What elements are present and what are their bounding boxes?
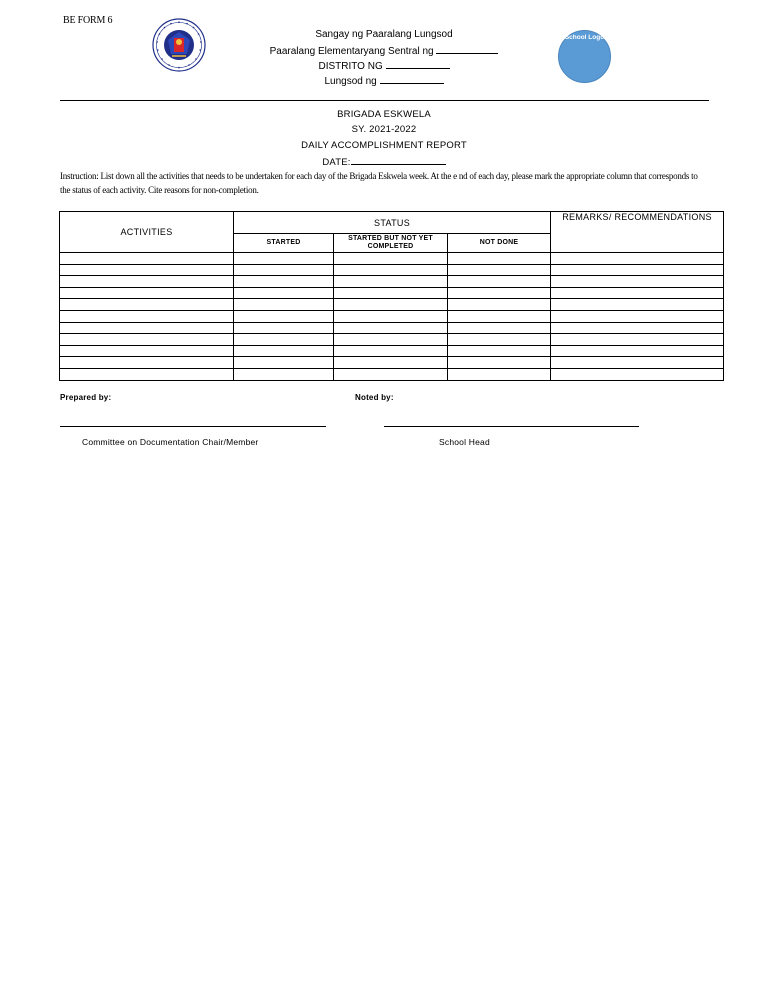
header-school: Paaralang Elementaryang Sentral ng	[269, 46, 434, 57]
started-cell[interactable]	[234, 276, 334, 288]
prepared-by-label: Prepared by:	[60, 393, 112, 402]
table-row	[60, 299, 724, 311]
table-row	[60, 334, 724, 346]
activity-cell[interactable]	[60, 264, 234, 276]
started-not-completed-cell[interactable]	[334, 276, 448, 288]
district-blank[interactable]	[386, 59, 450, 69]
prepared-by-signature-line[interactable]	[60, 426, 326, 427]
started-not-completed-cell[interactable]	[334, 345, 448, 357]
not-done-cell[interactable]	[448, 357, 551, 369]
header-divider	[60, 100, 709, 101]
activity-cell[interactable]	[60, 276, 234, 288]
remarks-cell[interactable]	[551, 357, 724, 369]
noted-by-label: Noted by:	[355, 393, 394, 402]
header-line-1	[0, 29, 768, 40]
started-cell[interactable]	[234, 368, 334, 380]
activity-cell[interactable]	[60, 368, 234, 380]
activities-header: ACTIVITIES	[60, 212, 234, 253]
not-done-cell[interactable]	[448, 299, 551, 311]
activity-cell[interactable]	[60, 357, 234, 369]
noted-by-caption: School Head	[439, 437, 490, 447]
date-blank[interactable]	[351, 155, 446, 165]
activity-cell[interactable]	[60, 299, 234, 311]
remarks-cell[interactable]	[551, 264, 724, 276]
remarks-cell[interactable]	[551, 310, 724, 322]
started-not-completed-cell[interactable]	[334, 253, 448, 265]
started-cell[interactable]	[234, 334, 334, 346]
not-done-cell[interactable]	[448, 334, 551, 346]
table-row	[60, 345, 724, 357]
activity-cell[interactable]	[60, 253, 234, 265]
started-cell[interactable]	[234, 299, 334, 311]
activity-cell[interactable]	[60, 310, 234, 322]
table-row	[60, 322, 724, 334]
school-name-blank[interactable]	[436, 44, 498, 54]
started-cell[interactable]	[234, 357, 334, 369]
table-row	[60, 253, 724, 265]
header-district: DISTRITO NG	[318, 61, 383, 72]
table-body	[60, 253, 724, 381]
remarks-cell[interactable]	[551, 299, 724, 311]
prepared-by-caption: Committee on Documentation Chair/Member	[82, 437, 259, 447]
activity-cell[interactable]	[60, 322, 234, 334]
date-label: DATE:	[322, 157, 351, 168]
started-not-completed-cell[interactable]	[334, 264, 448, 276]
not-done-cell[interactable]	[448, 310, 551, 322]
school-logo-placeholder	[558, 30, 611, 83]
started-not-completed-cell[interactable]	[334, 357, 448, 369]
started-not-completed-cell[interactable]	[334, 287, 448, 299]
instruction-text: Instruction: List down all the activities that needs to be undertaken for each day of the Brigada Eskwela week. At the e nd of each day, please mark the appropriate column that corresponds to the status of each activity. Cite reasons for non-completion.	[60, 171, 698, 195]
started-not-completed-cell[interactable]	[334, 299, 448, 311]
header-line-4	[0, 74, 768, 87]
table-row	[60, 276, 724, 288]
activity-cell[interactable]	[60, 345, 234, 357]
not-done-cell[interactable]	[448, 276, 551, 288]
not-done-cell[interactable]	[448, 322, 551, 334]
remarks-cell[interactable]	[551, 334, 724, 346]
table-row	[60, 287, 724, 299]
program-title: BRIGADA ESKWELA	[337, 109, 431, 120]
report-title: DAILY ACCOMPLISHMENT REPORT	[301, 140, 467, 151]
remarks-cell[interactable]	[551, 253, 724, 265]
table-row	[60, 357, 724, 369]
started-not-completed-cell[interactable]	[334, 310, 448, 322]
table-row	[60, 368, 724, 380]
remarks-cell[interactable]	[551, 276, 724, 288]
not-done-cell[interactable]	[448, 287, 551, 299]
started-not-completed-cell[interactable]	[334, 322, 448, 334]
header-line-3	[0, 59, 768, 72]
table-row	[60, 264, 724, 276]
started-cell[interactable]	[234, 253, 334, 265]
activity-cell[interactable]	[60, 334, 234, 346]
noted-by-signature-line[interactable]	[384, 426, 639, 427]
header-city: Lungsod ng	[324, 76, 377, 87]
accomplishment-table	[59, 211, 724, 381]
remarks-cell[interactable]	[551, 345, 724, 357]
table-row	[60, 310, 724, 322]
started-cell[interactable]	[234, 345, 334, 357]
form-code: BE FORM 6	[63, 15, 113, 26]
not-done-cell[interactable]	[448, 345, 551, 357]
started-cell[interactable]	[234, 287, 334, 299]
remarks-cell[interactable]	[551, 322, 724, 334]
started-not-completed-cell[interactable]	[334, 368, 448, 380]
city-blank[interactable]	[380, 74, 444, 84]
started-cell[interactable]	[234, 264, 334, 276]
status-header: STATUS	[234, 212, 551, 234]
started-not-completed-cell[interactable]	[334, 334, 448, 346]
header-line-2	[0, 44, 768, 57]
date-line	[0, 155, 768, 168]
not-done-cell[interactable]	[448, 253, 551, 265]
remarks-cell[interactable]	[551, 368, 724, 380]
remarks-header: REMARKS/ RECOMMENDATIONS	[551, 212, 724, 253]
not-done-cell[interactable]	[448, 264, 551, 276]
school-year: SY. 2021-2022	[351, 124, 417, 135]
status-started-header: STARTED	[234, 234, 334, 253]
school-logo-label: School Logo	[564, 34, 605, 41]
header-division: Sangay ng Paaralang Lungsod	[315, 29, 453, 40]
started-cell[interactable]	[234, 322, 334, 334]
activity-cell[interactable]	[60, 287, 234, 299]
status-started-not-completed-header: STARTED BUT NOT YET COMPLETED	[334, 234, 448, 253]
status-not-done-header: NOT DONE	[448, 234, 551, 253]
not-done-cell[interactable]	[448, 368, 551, 380]
remarks-cell[interactable]	[551, 287, 724, 299]
started-cell[interactable]	[234, 310, 334, 322]
